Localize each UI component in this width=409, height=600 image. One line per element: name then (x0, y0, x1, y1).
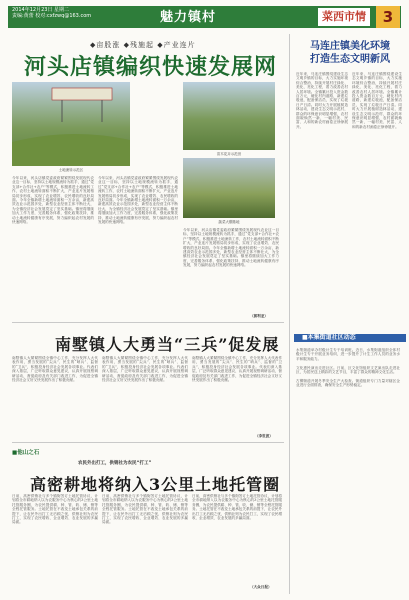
lead-photo-2 (183, 82, 275, 150)
story3-author: （大众日报） (250, 585, 272, 589)
lead-headline: 河头店镇编织快速发展网 (24, 54, 278, 80)
story3-body-col-1: 日前，高密供销社与多个镇街签订土地托管协议，计划将全市耕地纳入以为农服务中心为核心的3公里土地托管服务圈，为农民提供耕、种、管、收、储、销等全程托管服务。土地托管在不改变土地承包关系的前提下，让农民外出打工无后顾之忧，供销社则为农民打工，实现了农民增收、企业增效、农业发展的多赢局面。 (12, 494, 98, 525)
page-title: 魅力镇村 (160, 10, 217, 25)
right-body-col-1: 近年来，马连庄镇围绕建设生态文明乡镇的目标，大力实施环境综合整治，持续开展村庄绿化、美化、亮化工程，着力改善农村人居环境。全镇累计投入资金数百万元，硬化村内道路，新建垃圾池，配备保洁员，实现了垃圾日产日清。同时大力开展植树造林活动，建设生态文明示范村，群众的环保意识明显增强，农村面貌焕然一新，一幅村美、民富、人和的新农村画卷正徐徐展开。 (296, 72, 348, 129)
story3-subhead: 农民外出打工，供销社为农民“打工” (78, 461, 152, 466)
lead-photo-1 (12, 82, 130, 166)
lead-author: （郭利亚） (250, 314, 268, 318)
column-divider (289, 34, 290, 594)
lead-photo-3 (183, 158, 275, 218)
right-section-header: ■本集街道社区动态 (294, 334, 406, 342)
story3-body-col-3: 日前，高密供销社与多个镇街签订土地托管协议，计划将全市耕地纳入以为农服务中心为核心的3公里土地托管服务圈，为农民提供耕、种、管、收、储、销等全程托管服务。土地托管在不改变土地承包关系的前提下，让农民外出打工无后顾之忧，供销社则为农民打工，实现了农民增收、企业增效、农业发展的多赢局面。 (192, 494, 282, 521)
story2-body-col-1: 南墅镇人大紧紧围绕全镇中心工作，充分发挥人大代表作用，勇当发展的“尖兵”、民生的“哨兵”、监督的“卫兵”，积极投身经济社会发展各项事业。代表们深入基层，广泛听取群众意见建议，认真开展视察调研活动，督促政府及有关部门改进工作，为促进全镇经济社会又好又快发展作出了积极贡献。 (12, 356, 98, 383)
story3-headline: 高密耕地将纳入3公里土地托管圈 (30, 475, 281, 494)
story2-body-col-2: 南墅镇人大紧紧围绕全镇中心工作，充分发挥人大代表作用，勇当发展的“尖兵”、民生的“哨兵”、监督的“卫兵”，积极投身经济社会发展各项事业。代表们深入基层，广泛听取群众意见建议，认真开展视察调研活动，督促政府及有关部门改进工作，为促进全镇经济社会又好又快发展作出了积极贡献。 (102, 356, 188, 383)
lead-body-col-3: 今年以来，河头店镇党委政府紧紧围绕发展现代农业这一目标，坚持以土地规模流转为抓手，通过“党支部+合作社+农户”等模式，积极推进土地流转工作，农村土地流转面积不断扩大，产业连片发展格局初步形成，实现了农业增效、农民增收的良好局面。今年全镇新增土地流转面积一万余亩，新建高效农业示范园多处，新型农业经营主体不断壮大，为全镇经济社会发展奠定了坚实基础。镇里将继续加大工作力度，完善服务体系，强化政策扶持，推动土地流转健康有序发展，努力编织起农村发展的快速网络。 (183, 228, 279, 268)
story2-body-col-3: 南墅镇人大紧紧围绕全镇中心工作，充分发挥人大代表作用，勇当发展的“尖兵”、民生的“哨兵”、监督的“卫兵”，积极投身经济社会发展各项事业。代表们深入基层，广泛听取群众意见建议，认真开展视察调研活动，督促政府及有关部门改进工作，为促进全镇经济社会又好又快发展作出了积极贡献。 (192, 356, 282, 383)
divider (12, 322, 284, 323)
issue-date: 2014年12月23日 星期二 (12, 7, 70, 13)
right-body-col-2: 近年来，马连庄镇围绕建设生态文明乡镇的目标，大力实施环境综合整治，持续开展村庄绿化、美化、亮化工程，着力改善农村人居环境。全镇累计投入资金数百万元，硬化村内道路，新建垃圾池，配备保洁员，实现了垃圾日产日清。同时大力开展植树造林活动，建设生态文明示范村，群众的环保意识明显增强，农村面貌焕然一新，一幅村美、民富、人和的新农村画卷正徐徐展开。 (352, 72, 402, 129)
editor-credit: 责编:黄蕾 校对:cxfzwq@163.com (12, 13, 92, 19)
right-news-list: 水集街道举办村级计生专干培训班。近日，水集街道组织全体村级计生专干开展业务培训，进一步提升了计生工作人员的业务水平和服务能力。 文化惠民演出走进社区。日前，区文化馆组织文艺演出队走进社区，为居民送上精彩的文艺节目，丰富了群众的精神文化生活。 古柳街道开展冬季安全生产大检查。街道组织专门力量对辖区企业进行全面排查，确保安全生产形势稳定。 (296, 348, 400, 388)
date-line (12, 7, 91, 19)
lead-photo-3-caption: 蔬菜大棚基地 (218, 220, 240, 224)
right-headline: 马连庄镇美化环境 打造生态文明新风 (310, 41, 390, 65)
story2-author: （李世波） (255, 434, 273, 438)
lead-kicker: ◆亩股涨 ◆残施起 ◆产业连片 (90, 41, 196, 49)
lead-photo-1-caption: 土地流转示范区 (58, 168, 84, 172)
field-photo-icon (12, 82, 130, 166)
column-name: 菜西市情 (318, 8, 370, 26)
story3-body-col-2: 日前，高密供销社与多个镇街签订土地托管协议，计划将全市耕地纳入以为农服务中心为核心的3公里土地托管服务圈，为农民提供耕、种、管、收、储、销等全程托管服务。土地托管在不改变土地承包关系的前提下，让农民外出打工无后顾之忧，供销社则为农民打工，实现了农民增收、企业增效、农业发展的多赢局面。 (102, 494, 188, 525)
section-label: ■他山之石 (12, 450, 40, 456)
lead-body-col-1: 今年以来，河头店镇党委政府紧紧围绕发展现代农业这一目标，坚持以土地规模流转为抓手，通过“党支部+合作社+农户”等模式，积极推进土地流转工作，农村土地流转面积不断扩大，产业连片发展格局初步形成，实现了农业增效、农民增收的良好局面。今年全镇新增土地流转面积一万余亩，新建高效农业示范园多处，新型农业经营主体不断壮大，为全镇经济社会发展奠定了坚实基础。镇里将继续加大工作力度，完善服务体系，强化政策扶持，推动土地流转健康有序发展，努力编织起农村发展的快速网络。 (12, 176, 94, 225)
lead-photo-2-caption: 苗木花卉示范田 (216, 152, 242, 156)
story2-headline: 南墅镇人大勇当“三兵”促发展 (55, 335, 280, 354)
page-number: 3 (376, 6, 400, 28)
divider (12, 442, 284, 443)
lead-body-col-2: 今年以来，河头店镇党委政府紧紧围绕发展现代农业这一目标，坚持以土地规模流转为抓手，通过“党支部+合作社+农户”等模式，积极推进土地流转工作，农村土地流转面积不断扩大，产业连片发展格局初步形成，实现了农业增效、农民增收的良好局面。今年全镇新增土地流转面积一万余亩，新建高效农业示范园多处，新型农业经营主体不断壮大，为全镇经济社会发展奠定了坚实基础。镇里将继续加大工作力度，完善服务体系，强化政策扶持，推动土地流转健康有序发展，努力编织起农村发展的快速网络。 (98, 176, 178, 225)
